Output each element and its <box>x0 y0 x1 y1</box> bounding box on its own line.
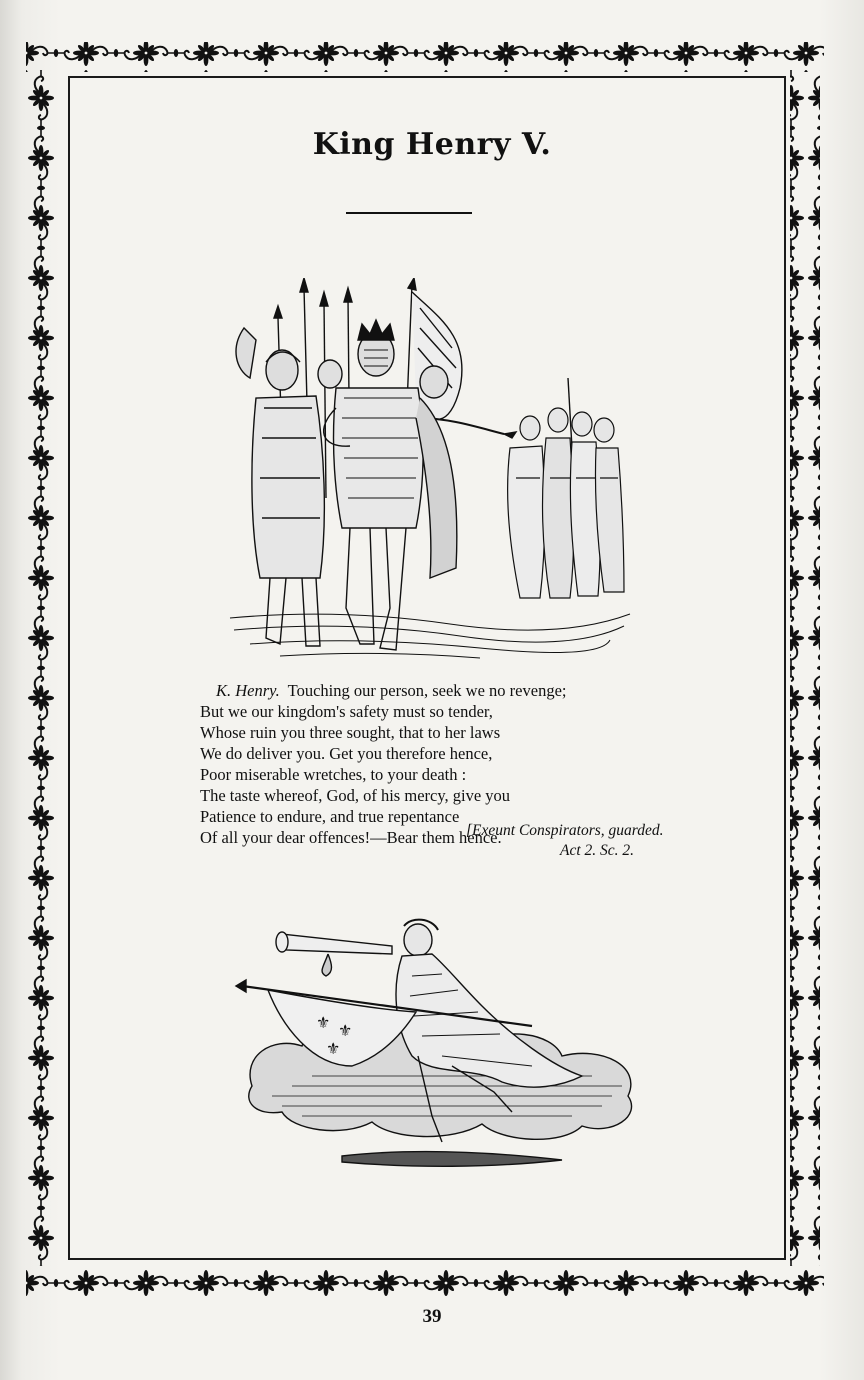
verse-line: But we our kingdom's safety must so tender, <box>200 702 493 721</box>
verse-line: The taste whereof, God, of his mercy, give you <box>200 786 511 805</box>
exeunt-direction: [Exeunt Conspirators, guarded. <box>466 822 664 839</box>
stage-direction <box>466 821 726 861</box>
svg-text:⚜: ⚜ <box>338 1021 353 1040</box>
verse-line: Poor miserable wretches, to your death : <box>200 765 467 784</box>
verse-line <box>200 680 720 701</box>
verse-line: We do deliver you. Get you therefore hence, <box>200 744 493 763</box>
verse-line-text: Touching our person, seek we no revenge; <box>287 681 567 700</box>
verse-line: Of all your dear offences!—Bear them hence. <box>200 828 502 847</box>
svg-text:⚜: ⚜ <box>316 1013 331 1032</box>
fame-with-trumpet-and-fleur-de-lis-banner <box>232 916 652 1196</box>
page-title: King Henry V. <box>312 127 552 162</box>
verse-line: Patience to endure, and true repentance <box>200 807 460 826</box>
act-scene-reference: Act 2. Sc. 2. <box>560 842 635 859</box>
title-rule <box>346 212 472 214</box>
speaker-name: K. Henry. <box>216 681 280 700</box>
king-and-soldiers-engraving <box>220 278 640 666</box>
verse-line: Whose ruin you three sought, that to her laws <box>200 723 501 742</box>
svg-text:⚜: ⚜ <box>326 1039 341 1058</box>
page-number: 39 <box>422 1306 442 1327</box>
